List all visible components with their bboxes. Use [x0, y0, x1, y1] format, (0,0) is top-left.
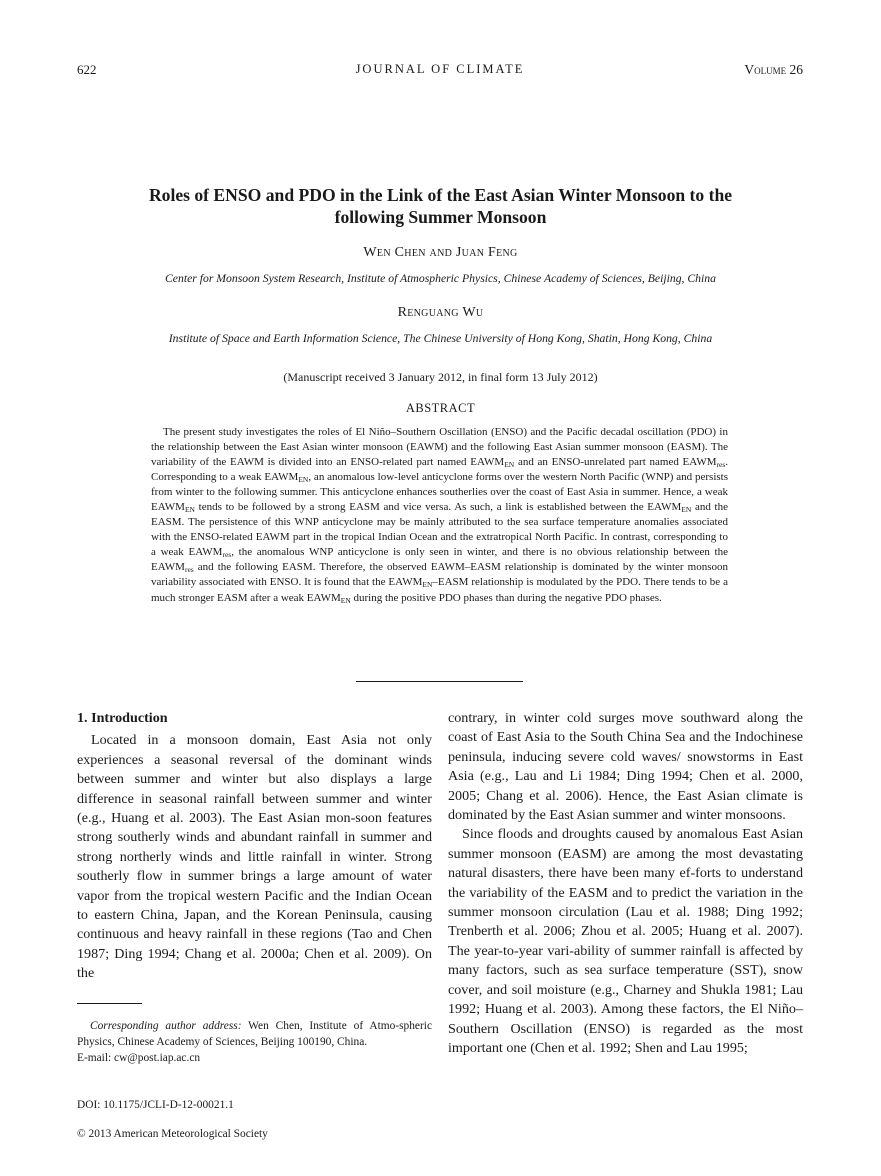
- page-number: 622: [77, 62, 97, 77]
- volume-label: Volume 26: [744, 62, 803, 77]
- footnote-rule: [77, 1003, 142, 1004]
- abstract-body: [151, 425, 728, 606]
- authors-primary: Wen Chen and Juan Feng: [363, 245, 518, 260]
- left-column: [77, 709, 432, 984]
- manuscript-dates: (Manuscript received 3 January 2012, in final form 13 July 2012): [283, 370, 598, 384]
- right-column: [448, 709, 803, 1058]
- article-title: [100, 184, 781, 228]
- running-head: [77, 62, 803, 80]
- footnote-email: E-mail: cw@post.iap.ac.cn: [77, 1052, 201, 1064]
- section-divider: [356, 681, 523, 682]
- corresponding-author-footnote: [77, 1018, 432, 1066]
- intro-paragraph-1-continued: contrary, in winter cold surges move southward along the coast of East Asia to the South China Sea and the Indochinese peninsula, inducing severe cold waves/ snowstorms in East Asia (e.g., Lau and Li 1984; Ding 1994; Chen et al. 2000, 2005; Chang et al. 2006). Hence, the East Asian climate is dominated by the East Asian summer and winter monsoons.: [448, 710, 803, 824]
- abstract-heading: ABSTRACT: [405, 401, 476, 415]
- footnote-text: Wen Chen, Institute of Atmo-spheric Physics, Chinese Academy of Sciences, Beijing 100190, China.: [77, 1020, 432, 1048]
- title-line-1: Roles of ENSO and PDO in the Link of the East Asian Winter Monsoon to the: [148, 185, 733, 205]
- intro-paragraph-1: Located in a monsoon domain, East Asia not only experiences a seasonal reversal of the dominant winds between summer and winter but also displays a large difference in seasonal rainfall between summer and winter (e.g., Huang et al. 2003). The East Asian mon-soon features strong southerly winds and abundant rainfall in summer and strong northerly winds and little rainfall in winter. Strong southerly flow in summer brings a large amount of water vapor from the tropical western Pacific and the Indian Ocean to eastern China, Japan, and the Korean Peninsula, causing continuous and heavy rainfall in these regions (Tao and Chen 1987; Ding 1994; Chang et al. 2000a; Chen et al. 2009). On the: [77, 732, 432, 982]
- title-line-2: following Summer Monsoon: [334, 207, 547, 227]
- section-heading-introduction: 1. Introduction: [77, 710, 168, 726]
- authors-secondary: Renguang Wu: [397, 305, 484, 320]
- affiliation-primary: Center for Monsoon System Research, Institute of Atmospheric Physics, Chinese Academy of Sciences, Beijing, China: [165, 272, 716, 285]
- journal-name: JOURNAL OF CLIMATE: [355, 62, 525, 76]
- copyright: © 2013 American Meteorological Society: [77, 1128, 268, 1140]
- intro-paragraph-2: Since floods and droughts caused by anomalous East Asian summer monsoon (EASM) are among the most devastating natural disasters, there have been many ef-forts to understand the variability of the EASM and to predict the variation in the summer monsoon circulation (Lau et al. 1988; Ding 1992; Trenberth et al. 2006; Zhou et al. 2005; Huang et al. 2007). The year-to-year vari-ability of summer rainfall is affected by many factors, such as sea surface temperature (SST), snow cover, and soil moisture (e.g., Charney and Shukla 1981; Lau 1992; Huang et al. 2003). Among these factors, the El Niño–Southern Oscillation (ENSO) is regarded as the most important one (Chen et al. 1992; Shen and Lau 1995;: [448, 826, 803, 1056]
- affiliation-secondary: Institute of Space and Earth Information Science, The Chinese University of Hong Kong, Shatin, Hong Kong, China: [168, 332, 713, 345]
- footnote-label: Corresponding author address:: [90, 1020, 242, 1032]
- doi: DOI: 10.1175/JCLI-D-12-00021.1: [77, 1099, 234, 1111]
- abstract-paragraph: The present study investigates the roles of El Niño–Southern Oscillation (ENSO) and the Pacific decadal oscillation (PDO) in the relationship between the East Asian winter monsoon (EAWM) and the following East Asian summer monsoon (EASM). The variability of the EAWM is divided into an ENSO-related part named $EAWM_{EN}$ and an ENSO-unrelated part named $EAWM_{res}$. Corresponding to a weak $EAWM_{EN}$, an anomalous low-level anticyclone forms over the western North Pacific (WNP) and persists from winter to the following summer. This anticyclone enhances southerlies over the coast of East Asia in summer. Hence, a weak $EAWM_{EN}$ tends to be followed by a strong EASM and vice versa. As such, a link is established between the $EAWM_{EN}$ and the EASM. The persistence of this WNP anticyclone may be mainly attributed to the sea surface temperature anomalies associated with the ENSO-related EAWM part in the tropical Indian Ocean and the extratropical North Pacific. In contrast, corresponding to a weak $EAWM_{res}$, the anomalous WNP anticyclone is only seen in winter, and there is no obvious relationship between the $EAWM_{res}$ and the following EASM. Therefore, the observed EAWM–EASM relationship is dominated by the winter monsoon variability associated with ENSO. It is found that the $EAWM_{EN}$–EASM relationship is modulated by the PDO. There tends to be a much stronger EASM after a weak $EAWM_{EN}$ during the positive PDO phases than during the negative PDO phases.: [151, 426, 728, 605]
